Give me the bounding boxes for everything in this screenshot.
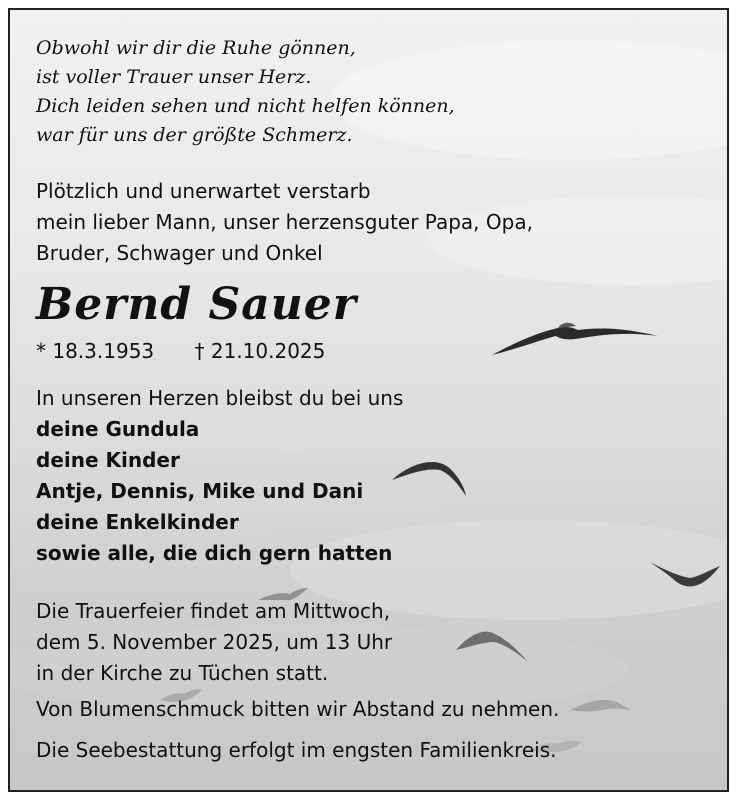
seagull-small-4 [570, 700, 630, 712]
obituary-notice [8, 8, 729, 792]
announcement-line: Bruder, Schwager und Onkel [36, 241, 323, 265]
funeral-service-info [36, 596, 392, 689]
seagull-right [650, 562, 720, 587]
service-line: Die Trauerfeier findet am Mittwoch, [36, 599, 391, 623]
mourners-list [36, 383, 403, 569]
deceased-name: Bernd Sauer [36, 279, 357, 330]
burial-note: Die Seebestattung erfolgt im engsten Familienkreis. [36, 738, 557, 762]
birth-date: * 18.3.1953 [36, 339, 155, 363]
service-line: dem 5. November 2025, um 13 Uhr [36, 630, 393, 654]
flowers-note: Von Blumenschmuck bitten wir Abstand zu nehmen. [36, 697, 560, 721]
mourner-line: deine Gundula [36, 417, 200, 441]
announcement-line: Plötzlich und unerwartet verstarb [36, 179, 371, 203]
poem-line: Dich leiden sehen und nicht helfen können, [36, 95, 455, 117]
life-dates [36, 338, 325, 364]
poem-line: war für uns der größte Schmerz. [36, 124, 353, 146]
mourner-line: deine Enkelkinder [36, 510, 239, 534]
mourner-line: Antje, Dennis, Mike und Dani [36, 479, 364, 503]
mourner-line: sowie alle, die dich gern hatten [36, 541, 393, 565]
service-line: in der Kirche zu Tüchen statt. [36, 661, 329, 685]
seagull-large [492, 323, 658, 355]
mourners-intro: In unseren Herzen bleibst du bei uns [36, 386, 404, 410]
memorial-poem [36, 34, 455, 150]
seagull-small-2 [456, 632, 528, 662]
poem-line: Obwohl wir dir die Ruhe gönnen, [36, 37, 356, 59]
mourner-line: deine Kinder [36, 448, 180, 472]
announcement-line: mein lieber Mann, unser herzensguter Papa, Opa, [36, 210, 533, 234]
poem-line: ist voller Trauer unser Herz. [36, 66, 312, 88]
death-announcement [36, 176, 533, 269]
death-date: † 21.10.2025 [194, 339, 326, 363]
